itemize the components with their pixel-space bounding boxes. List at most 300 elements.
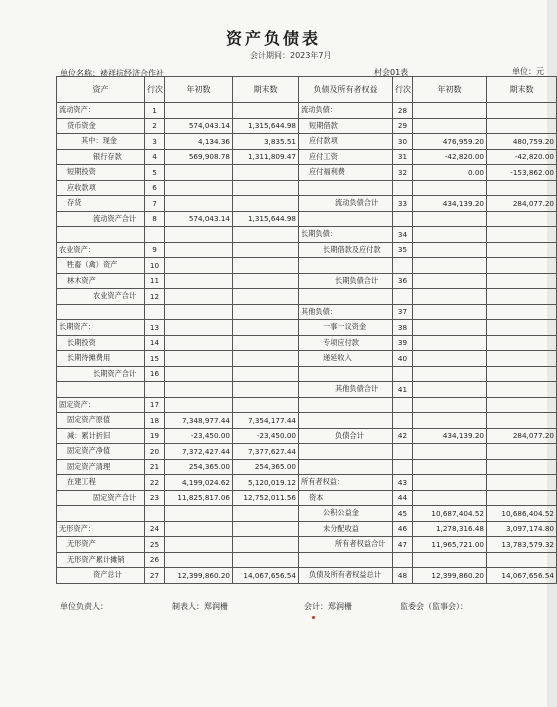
- table-row: [57, 134, 557, 150]
- ink-speck: [312, 616, 315, 619]
- asset-end: 7,377,627.44: [233, 444, 299, 460]
- liability-begin: [413, 289, 487, 305]
- liability-end: [487, 180, 557, 196]
- liability-end: [487, 227, 557, 243]
- liability-line: 32: [393, 165, 413, 181]
- liability-line: [393, 258, 413, 274]
- liability-label: 资本: [299, 490, 393, 506]
- liability-end: [487, 320, 557, 336]
- asset-end: [233, 273, 299, 289]
- asset-end: 1,311,809.47: [233, 149, 299, 165]
- liability-begin: [413, 397, 487, 413]
- asset-line: 2: [145, 118, 165, 134]
- asset-label: 流动资产合计: [57, 211, 145, 227]
- liability-line: 45: [393, 506, 413, 522]
- liability-line: 35: [393, 242, 413, 258]
- header-asset: 资产: [57, 77, 145, 103]
- asset-label: 应收款项: [57, 180, 145, 196]
- table-row: [57, 335, 557, 351]
- asset-end: [233, 382, 299, 398]
- footer-committee: 监委会（监事会）：: [400, 602, 468, 611]
- liability-end: [487, 242, 557, 258]
- liability-end: [487, 289, 557, 305]
- asset-begin: [165, 273, 233, 289]
- liability-label: 长期负债：: [299, 227, 393, 243]
- liability-end: 3,097,174.80: [487, 521, 557, 537]
- liability-label: 一事一议资金: [299, 320, 393, 336]
- liability-begin: 10,687,404.52: [413, 506, 487, 522]
- liability-end: [487, 413, 557, 429]
- asset-label: [57, 382, 145, 398]
- liability-label: [299, 258, 393, 274]
- page-title: 资产负债表: [225, 29, 321, 48]
- liability-begin: [413, 103, 487, 119]
- liability-begin: [413, 304, 487, 320]
- liability-begin: [413, 490, 487, 506]
- liability-line: 28: [393, 103, 413, 119]
- table-row: [57, 118, 557, 134]
- table-row: [57, 320, 557, 336]
- asset-label: 牲畜（禽）资产: [57, 258, 145, 274]
- footer-preparer: 制表人：郑润栅: [172, 602, 228, 611]
- asset-label: 无形资产累计摊销: [57, 552, 145, 568]
- asset-line: 22: [145, 475, 165, 491]
- liability-label: 公积公益金: [299, 506, 393, 522]
- liability-begin: [413, 242, 487, 258]
- liability-end: -42,820.00: [487, 149, 557, 165]
- liability-end: [487, 382, 557, 398]
- liability-label: 负债合计: [299, 428, 393, 444]
- liability-end: [487, 366, 557, 382]
- liability-line: 41: [393, 382, 413, 398]
- asset-line: 9: [145, 242, 165, 258]
- balance-sheet-table: [56, 76, 557, 584]
- asset-line: [145, 304, 165, 320]
- liability-label: [299, 289, 393, 305]
- header-line: 行次: [393, 77, 413, 103]
- table-row: [57, 273, 557, 289]
- asset-begin: [165, 289, 233, 305]
- liability-end: 14,067,656.54: [487, 568, 557, 584]
- asset-begin: [165, 103, 233, 119]
- asset-end: 5,120,019.12: [233, 475, 299, 491]
- table-row: [57, 521, 557, 537]
- liability-line: 36: [393, 273, 413, 289]
- liability-begin: [413, 118, 487, 134]
- asset-end: [233, 304, 299, 320]
- asset-line: 15: [145, 351, 165, 367]
- footer-accountant: 会计：郑润栅: [304, 602, 352, 611]
- asset-line: [145, 227, 165, 243]
- table-row: [57, 568, 557, 584]
- asset-label: [57, 506, 145, 522]
- asset-label: 无形资产：: [57, 521, 145, 537]
- asset-begin: 574,043.14: [165, 118, 233, 134]
- liability-label: 应付福利费: [299, 165, 393, 181]
- table-row: [57, 227, 557, 243]
- asset-begin: 254,365.00: [165, 459, 233, 475]
- asset-line: 16: [145, 366, 165, 382]
- asset-begin: [165, 227, 233, 243]
- table-row: [57, 211, 557, 227]
- asset-line: 17: [145, 397, 165, 413]
- asset-line: 21: [145, 459, 165, 475]
- table-row: [57, 552, 557, 568]
- asset-label: 银行存款: [57, 149, 145, 165]
- liability-label: [299, 444, 393, 460]
- liability-begin: [413, 273, 487, 289]
- liability-begin: [413, 180, 487, 196]
- asset-label: 短期投资: [57, 165, 145, 181]
- asset-end: [233, 552, 299, 568]
- asset-end: 254,365.00: [233, 459, 299, 475]
- asset-line: 4: [145, 149, 165, 165]
- asset-begin: 7,348,977.44: [165, 413, 233, 429]
- liability-label: 未分配收益: [299, 521, 393, 537]
- liability-label: [299, 397, 393, 413]
- liability-begin: [413, 258, 487, 274]
- asset-line: 23: [145, 490, 165, 506]
- liability-begin: 11,965,721.00: [413, 537, 487, 553]
- asset-end: [233, 180, 299, 196]
- liability-end: [487, 335, 557, 351]
- unit-name: 单位名称：裱祥抗经济合作社: [60, 69, 164, 78]
- asset-line: 19: [145, 428, 165, 444]
- liability-line: 46: [393, 521, 413, 537]
- asset-label: 固定资产：: [57, 397, 145, 413]
- liability-end: [487, 211, 557, 227]
- table-row: [57, 149, 557, 165]
- asset-line: 6: [145, 180, 165, 196]
- liability-end: [487, 103, 557, 119]
- liability-line: 43: [393, 475, 413, 491]
- table-row: [57, 351, 557, 367]
- table-row: [57, 459, 557, 475]
- asset-end: 7,354,177.44: [233, 413, 299, 429]
- liability-line: 34: [393, 227, 413, 243]
- table-row: [57, 428, 557, 444]
- asset-begin: [165, 180, 233, 196]
- asset-begin: [165, 521, 233, 537]
- liability-begin: [413, 413, 487, 429]
- liability-end: [487, 304, 557, 320]
- liability-line: 29: [393, 118, 413, 134]
- table-row: [57, 506, 557, 522]
- asset-end: [233, 242, 299, 258]
- liability-line: 47: [393, 537, 413, 553]
- asset-end: [233, 196, 299, 212]
- liability-label: [299, 211, 393, 227]
- table-row: [57, 366, 557, 382]
- liability-begin: [413, 211, 487, 227]
- asset-begin: [165, 258, 233, 274]
- asset-end: [233, 351, 299, 367]
- liability-label: [299, 366, 393, 382]
- asset-label: 无形资产: [57, 537, 145, 553]
- table-row: [57, 537, 557, 553]
- asset-end: [233, 537, 299, 553]
- asset-line: [145, 382, 165, 398]
- liability-line: 30: [393, 134, 413, 150]
- asset-line: [145, 506, 165, 522]
- liability-end: [487, 490, 557, 506]
- liability-line: [393, 366, 413, 382]
- asset-line: 7: [145, 196, 165, 212]
- liability-label: 短期借款: [299, 118, 393, 134]
- table-row: [57, 289, 557, 305]
- liability-line: [393, 444, 413, 460]
- liability-line: 39: [393, 335, 413, 351]
- liability-line: 48: [393, 568, 413, 584]
- asset-label: 存货: [57, 196, 145, 212]
- table-body: [57, 103, 557, 584]
- header-begin: 年初数: [413, 77, 487, 103]
- liability-end: 13,783,579.32: [487, 537, 557, 553]
- table-row: [57, 258, 557, 274]
- table-row: [57, 490, 557, 506]
- liability-begin: [413, 320, 487, 336]
- liability-label: 长期借款及应付款: [299, 242, 393, 258]
- liability-label: [299, 180, 393, 196]
- asset-begin: 574,043.14: [165, 211, 233, 227]
- asset-label: 长期待摊费用: [57, 351, 145, 367]
- liability-end: 480,759.20: [487, 134, 557, 150]
- asset-line: 10: [145, 258, 165, 274]
- liability-end: [487, 552, 557, 568]
- liability-line: [393, 180, 413, 196]
- asset-begin: [165, 552, 233, 568]
- liability-line: 31: [393, 149, 413, 165]
- asset-end: [233, 320, 299, 336]
- liability-label: 递延收入: [299, 351, 393, 367]
- asset-end: 3,835.51: [233, 134, 299, 150]
- asset-line: 13: [145, 320, 165, 336]
- liability-begin: 12,399,860.20: [413, 568, 487, 584]
- asset-label: 固定资产清理: [57, 459, 145, 475]
- asset-begin: [165, 304, 233, 320]
- liability-begin: 476,959.20: [413, 134, 487, 150]
- asset-label: 固定资产净值: [57, 444, 145, 460]
- asset-label: 固定资产原值: [57, 413, 145, 429]
- asset-begin: [165, 320, 233, 336]
- liability-begin: [413, 366, 487, 382]
- asset-line: 11: [145, 273, 165, 289]
- asset-line: 12: [145, 289, 165, 305]
- asset-begin: [165, 196, 233, 212]
- liability-line: [393, 289, 413, 305]
- asset-end: [233, 165, 299, 181]
- liability-label: 应付工资: [299, 149, 393, 165]
- asset-label: 流动资产：: [57, 103, 145, 119]
- liability-label: 应付款项: [299, 134, 393, 150]
- liability-end: 284,077.20: [487, 196, 557, 212]
- asset-begin: [165, 335, 233, 351]
- asset-label: 固定资产合计: [57, 490, 145, 506]
- liability-end: [487, 459, 557, 475]
- asset-line: 14: [145, 335, 165, 351]
- header-liability: 负债及所有者权益: [299, 77, 393, 103]
- asset-end: [233, 366, 299, 382]
- liability-begin: [413, 351, 487, 367]
- liability-line: 38: [393, 320, 413, 336]
- liability-line: 33: [393, 196, 413, 212]
- asset-end: 1,315,644.98: [233, 118, 299, 134]
- asset-begin: [165, 165, 233, 181]
- header-end: 期末数: [233, 77, 299, 103]
- liability-end: [487, 475, 557, 491]
- asset-begin: 569,908.78: [165, 149, 233, 165]
- liability-label: 所有者权益：: [299, 475, 393, 491]
- liability-line: 42: [393, 428, 413, 444]
- footer-head: 单位负责人：: [60, 602, 108, 611]
- liability-line: [393, 211, 413, 227]
- asset-label: 减：累计折旧: [57, 428, 145, 444]
- asset-end: [233, 397, 299, 413]
- liability-line: 44: [393, 490, 413, 506]
- asset-label: 林木资产: [57, 273, 145, 289]
- asset-begin: 7,372,427.44: [165, 444, 233, 460]
- table-row: [57, 413, 557, 429]
- liability-label: 长期负债合计: [299, 273, 393, 289]
- header-line: 行次: [145, 77, 165, 103]
- form-number: 村会01表: [374, 68, 409, 77]
- liability-end: [487, 273, 557, 289]
- asset-end: 12,752,011.56: [233, 490, 299, 506]
- liability-end: [487, 258, 557, 274]
- asset-label: 农业资产：: [57, 242, 145, 258]
- asset-label: 长期投资: [57, 335, 145, 351]
- liability-begin: [413, 459, 487, 475]
- liability-begin: [413, 382, 487, 398]
- asset-begin: 11,825,817.06: [165, 490, 233, 506]
- table-row: [57, 382, 557, 398]
- currency-unit: 单位：元: [512, 67, 544, 76]
- liability-label: 流动负债合计: [299, 196, 393, 212]
- asset-line: 1: [145, 103, 165, 119]
- liability-begin: 434,139.20: [413, 196, 487, 212]
- asset-line: 20: [145, 444, 165, 460]
- liability-begin: [413, 475, 487, 491]
- asset-line: 25: [145, 537, 165, 553]
- liability-line: 40: [393, 351, 413, 367]
- table-row: [57, 475, 557, 491]
- asset-label: [57, 304, 145, 320]
- asset-line: 26: [145, 552, 165, 568]
- liability-line: 37: [393, 304, 413, 320]
- liability-end: [487, 444, 557, 460]
- table-row: [57, 444, 557, 460]
- asset-label: 在建工程: [57, 475, 145, 491]
- asset-line: 27: [145, 568, 165, 584]
- liability-label: [299, 552, 393, 568]
- liability-label: 专项应付款: [299, 335, 393, 351]
- asset-end: -23,450.00: [233, 428, 299, 444]
- liability-begin: 1,278,316.48: [413, 521, 487, 537]
- asset-begin: [165, 242, 233, 258]
- liability-line: [393, 552, 413, 568]
- asset-label: 长期资产合计: [57, 366, 145, 382]
- asset-begin: [165, 537, 233, 553]
- liability-begin: [413, 444, 487, 460]
- liability-begin: [413, 335, 487, 351]
- asset-line: 24: [145, 521, 165, 537]
- asset-label: 其中：现金: [57, 134, 145, 150]
- asset-label: 农业资产合计: [57, 289, 145, 305]
- liability-label: 所有者权益合计: [299, 537, 393, 553]
- asset-end: [233, 289, 299, 305]
- table-row: [57, 165, 557, 181]
- asset-begin: -23,450.00: [165, 428, 233, 444]
- header-begin: 年初数: [165, 77, 233, 103]
- liability-end: 284,077.20: [487, 428, 557, 444]
- liability-end: [487, 351, 557, 367]
- asset-end: 14,067,656.54: [233, 568, 299, 584]
- table-row: [57, 397, 557, 413]
- asset-end: [233, 335, 299, 351]
- asset-end: [233, 521, 299, 537]
- table-row: [57, 180, 557, 196]
- asset-label: 长期资产：: [57, 320, 145, 336]
- liability-end: [487, 397, 557, 413]
- asset-label: [57, 227, 145, 243]
- table-row: [57, 242, 557, 258]
- asset-begin: [165, 351, 233, 367]
- table-row: [57, 103, 557, 119]
- asset-end: 1,315,644.98: [233, 211, 299, 227]
- liability-label: 流动负债：: [299, 103, 393, 119]
- liability-begin: [413, 552, 487, 568]
- liability-label: 其他负债合计: [299, 382, 393, 398]
- liability-begin: [413, 227, 487, 243]
- header-end: 期末数: [487, 77, 557, 103]
- asset-line: 3: [145, 134, 165, 150]
- asset-line: 5: [145, 165, 165, 181]
- asset-begin: [165, 382, 233, 398]
- liability-label: 负债及所有者权益总计: [299, 568, 393, 584]
- asset-end: [233, 227, 299, 243]
- liability-end: 10,686,404.52: [487, 506, 557, 522]
- liability-end: -153,862.00: [487, 165, 557, 181]
- liability-begin: -42,820.00: [413, 149, 487, 165]
- liability-line: [393, 413, 413, 429]
- liability-label: 其他负债：: [299, 304, 393, 320]
- liability-line: [393, 459, 413, 475]
- asset-begin: 4,199,024.62: [165, 475, 233, 491]
- asset-line: 18: [145, 413, 165, 429]
- asset-begin: [165, 506, 233, 522]
- asset-label: 资产总计: [57, 568, 145, 584]
- asset-end: [233, 103, 299, 119]
- liability-line: [393, 397, 413, 413]
- asset-label: 货币资金: [57, 118, 145, 134]
- liability-label: [299, 459, 393, 475]
- liability-end: [487, 118, 557, 134]
- table-header-row: [57, 77, 557, 103]
- asset-line: 8: [145, 211, 165, 227]
- asset-begin: 12,399,860.20: [165, 568, 233, 584]
- asset-begin: 4,134.36: [165, 134, 233, 150]
- asset-end: [233, 258, 299, 274]
- asset-end: [233, 506, 299, 522]
- table-row: [57, 196, 557, 212]
- table-row: [57, 304, 557, 320]
- liability-begin: 434,139.20: [413, 428, 487, 444]
- liability-begin: 0.00: [413, 165, 487, 181]
- accounting-period: 会计期间：2023年7月: [250, 51, 332, 60]
- liability-label: [299, 413, 393, 429]
- asset-begin: [165, 397, 233, 413]
- asset-begin: [165, 366, 233, 382]
